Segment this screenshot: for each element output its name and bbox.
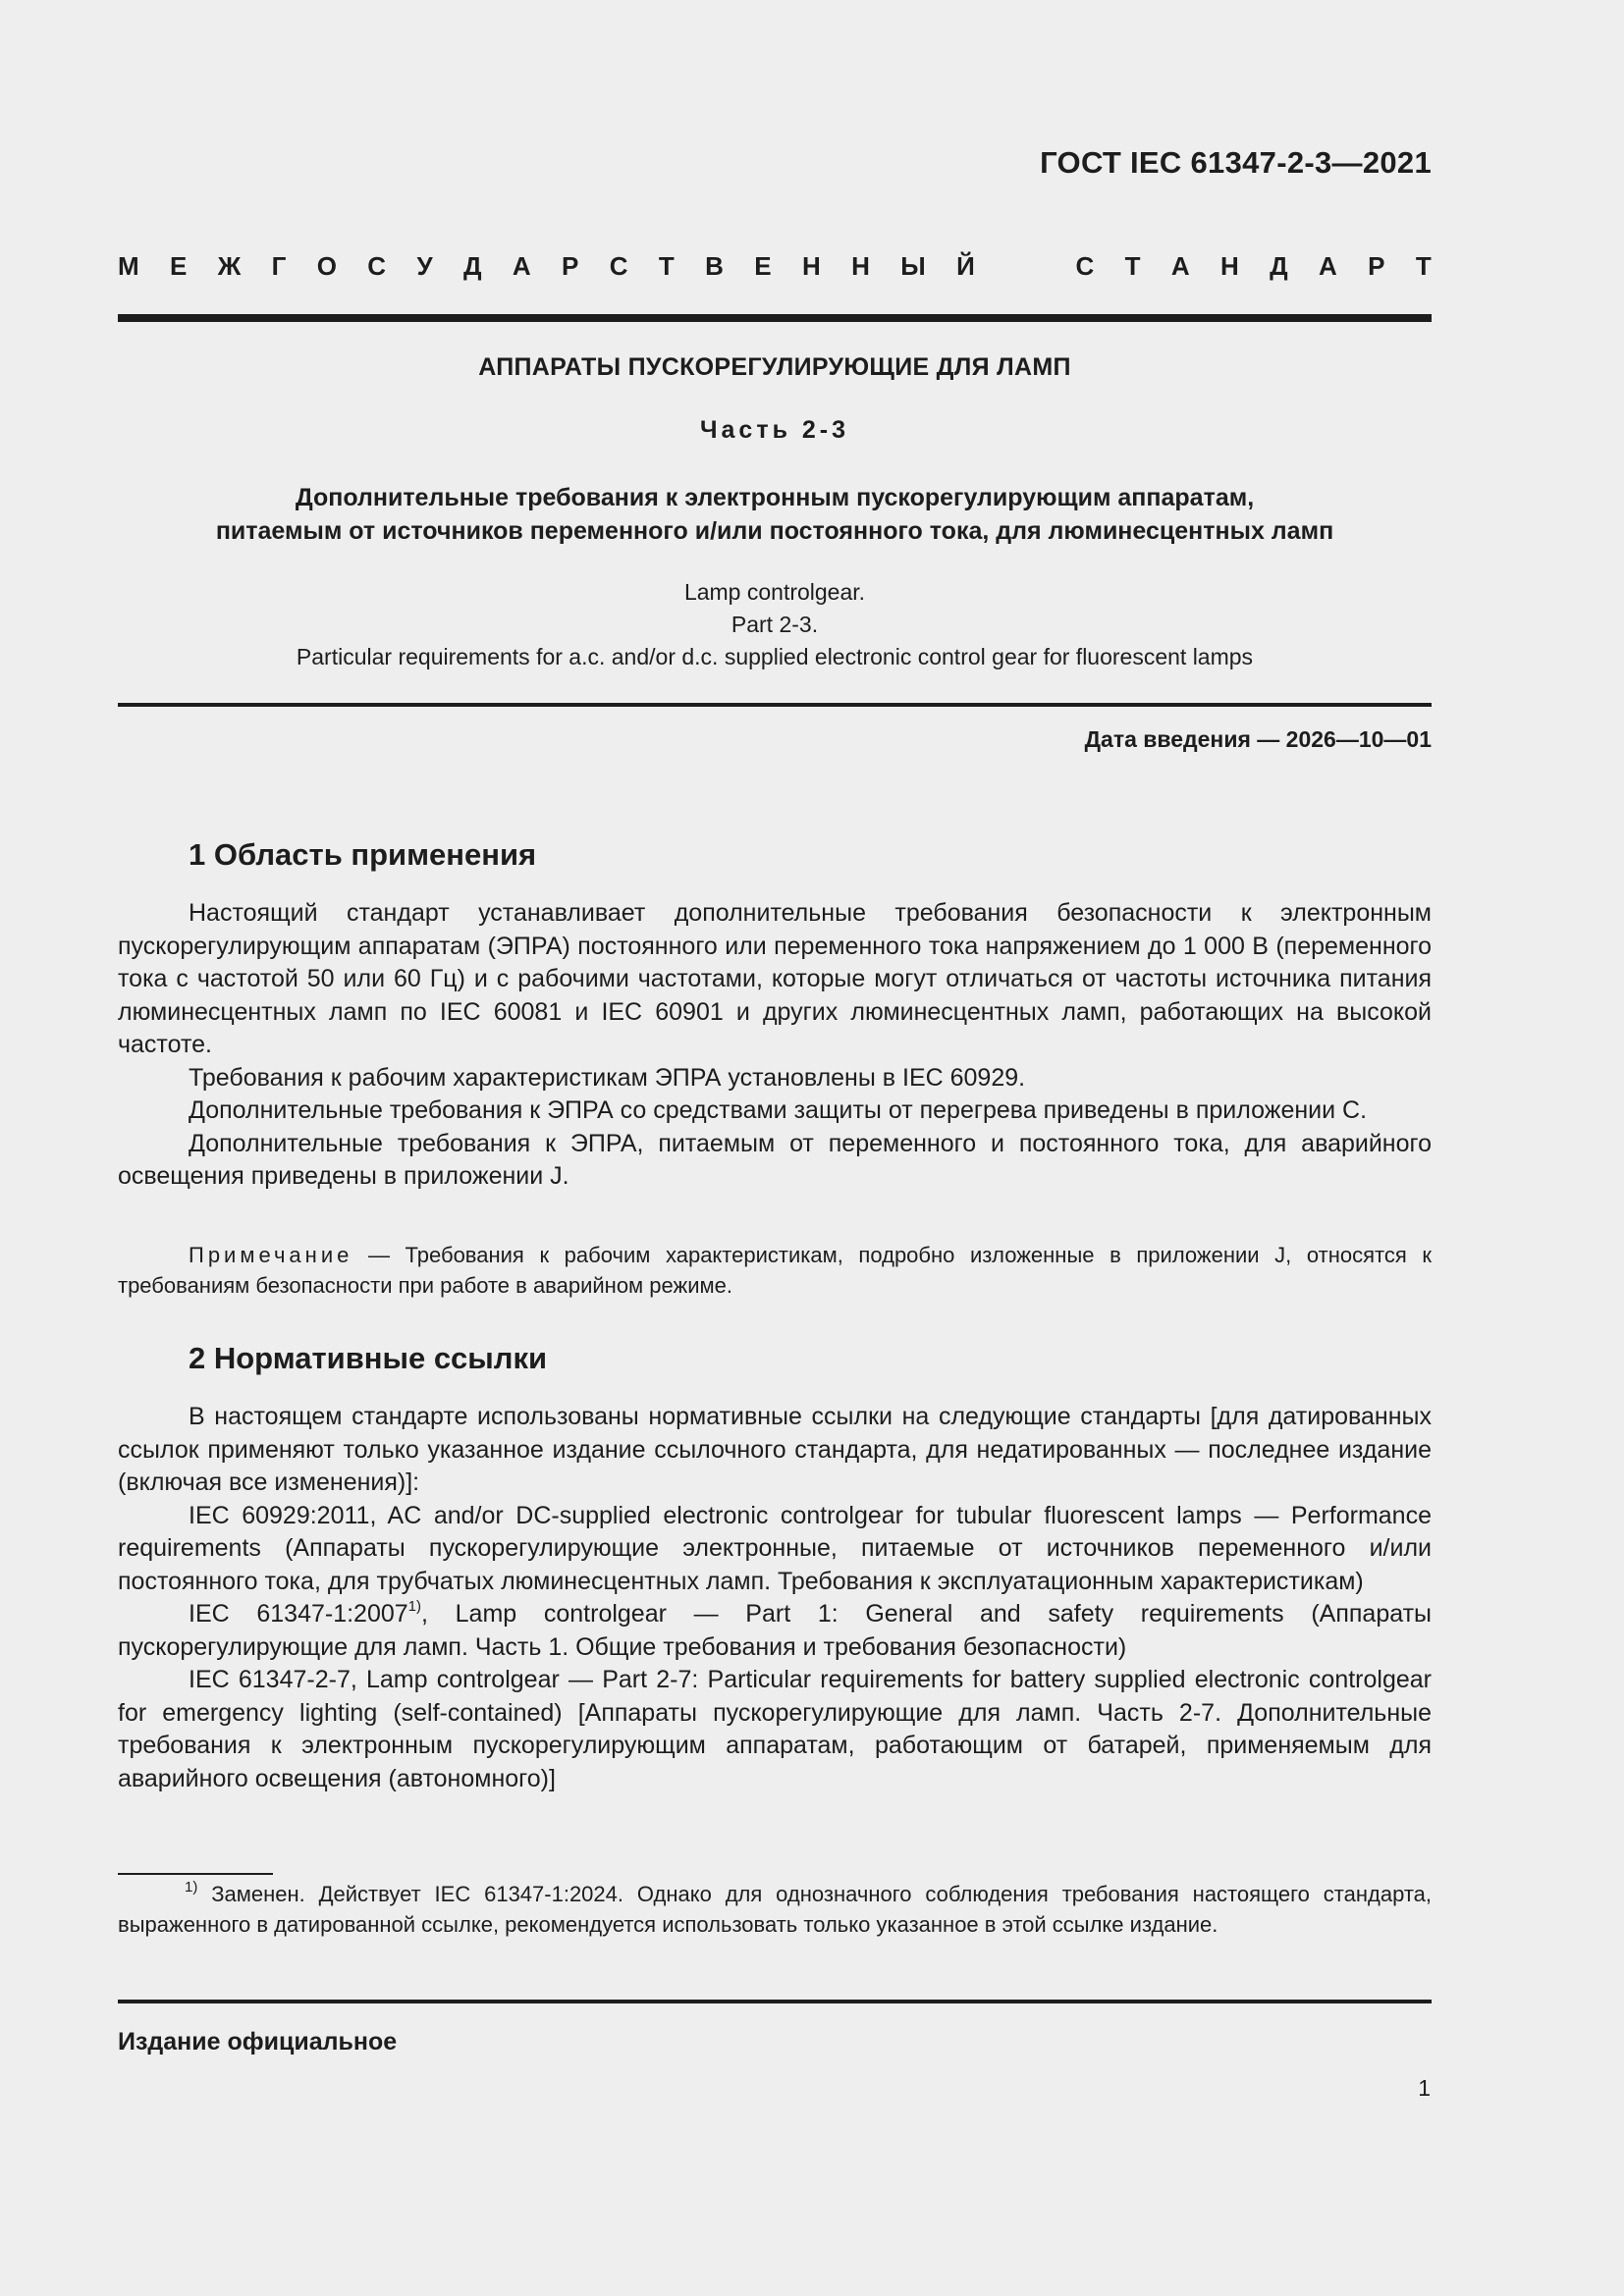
standard-type-letter: Т — [658, 251, 675, 281]
standard-type-letter: Н — [1220, 251, 1239, 281]
standard-type-letter: Р — [1368, 251, 1385, 281]
note-text: — Требования к рабочим характеристикам, подробно изложенные в приложении J, относятся к требованиям безопасности при работе в аварийном режиме. — [118, 1243, 1432, 1298]
standard-type-letter: Ы — [900, 251, 926, 281]
footnote-mark: 1) — [407, 1597, 422, 1615]
subtitle-ru — [118, 481, 1432, 548]
standard-type-heading — [118, 251, 1432, 282]
section-1-body — [118, 897, 1432, 1194]
top-divider — [118, 314, 1432, 322]
section-2-heading: 2 Нормативные ссылки — [189, 1341, 548, 1375]
footnote-text: Заменен. Действует IEC 61347-1:2024. Однако для однозначного соблюдения требования настоящего стандарта, выраженного в датированной ссылке, рекомендуется использовать только указанное в этой ссылке издание. — [118, 1882, 1432, 1937]
section-1-paragraph-2: Требования к рабочим характеристикам ЭПРА установлены в IEC 60929. — [189, 1063, 1026, 1092]
standard-type-letter: Е — [170, 251, 188, 281]
standard-type-letter: Д — [462, 251, 482, 281]
title-en-line1: Lamp controlgear. — [683, 579, 866, 605]
note-label: Примечание — [189, 1243, 353, 1267]
standard-type-letter: Н — [851, 251, 870, 281]
standard-type-letter: Т — [1124, 251, 1141, 281]
footer-divider — [118, 2000, 1432, 2003]
section-1-paragraph-1: Настоящий стандарт устанавливает дополнительные требования безопасности к электронным пускорегулирующим аппаратам (ЭПРА) постоянного или переменного тока напряжением до 1 000 В (переменного тока с частотой 50 или 60 Гц) и с рабочими частотами, которые могут отличаться от частоты источника питания люминесцентных ламп по IEC 60081 и IEC 60901 и других люминесцентных ламп, работающих на высокой частоте. — [118, 899, 1432, 1058]
document-number: ГОСТ IEC 61347-2-3—2021 — [1040, 145, 1432, 180]
footnote — [118, 1879, 1432, 1940]
subtitle-ru-line1: Дополнительные требования к электронным пускорегулирующим аппаратам, — [295, 484, 1255, 511]
standard-type-letter: Ж — [217, 251, 242, 281]
section-2-paragraph-1: В настоящем стандарте использованы нормативные ссылки на следующие стандарты [для датированных ссылок применяют только указанное издание ссылочного стандарта, для недатированных — последнее издание (включая все изменения)]: — [118, 1403, 1432, 1496]
reference-iec-60929: IEC 60929:2011, AC and/or DC-supplied electronic controlgear for tubular fluorescent lamps — Performance requirements (Аппараты пускорегулирующие электронные, питаемые от источников переменного и/или постоянного тока, для трубчатых люминесцентных ламп. Требования к эксплуатационным характеристикам) — [118, 1501, 1432, 1595]
page-number: 1 — [1418, 2075, 1431, 2101]
standard-type-letter: С — [609, 251, 628, 281]
footnote-number: 1) — [185, 1878, 198, 1896]
standard-type-letter: Т — [1415, 251, 1432, 281]
footnote-divider — [118, 1873, 273, 1875]
title-en-line2: Part 2-3. — [731, 612, 819, 637]
title-divider — [118, 703, 1432, 707]
standard-type-letter: Н — [801, 251, 821, 281]
part-label: Часть 2-3 — [699, 416, 850, 444]
standard-type-letter: О — [316, 251, 337, 281]
word-gap — [1005, 251, 1045, 282]
standard-type-letter: А — [1319, 251, 1337, 281]
reference-code: IEC 61347-1:2007 — [189, 1600, 408, 1628]
standard-type-letter: У — [416, 251, 433, 281]
standard-type-letter: А — [512, 251, 531, 281]
section-1-paragraph-3: Дополнительные требования к ЭПРА со средствами защиты от перегрева приведены в приложении С. — [189, 1096, 1368, 1124]
section-1-paragraph-4: Дополнительные требования к ЭПРА, питаемым от переменного и постоянного тока, для аварийного освещения приведены в приложении J. — [118, 1129, 1432, 1190]
introduction-date: Дата введения — 2026—10—01 — [1084, 726, 1432, 752]
official-edition-label: Издание официальное — [118, 2028, 398, 2056]
section-1-note — [118, 1240, 1432, 1301]
reference-text: , Lamp controlgear — Part 1: General and safety requirements (Аппараты пускорегулирующие для ламп. Часть 1. Общие требования и требования безопасности) — [118, 1600, 1432, 1661]
standard-type-letter: Р — [562, 251, 579, 281]
reference-iec-61347-2-7: IEC 61347-2-7, Lamp controlgear — Part 2-7: Particular requirements for battery supplied electronic controlgear for emergency lighting (self-contained) [Аппараты пускорегулирующие для ламп. Часть 2-7. Дополнительные требования к электронным пускорегулирующим аппаратам, работающим от батарей, применяемым для аварийного освещения (автономного)] — [118, 1666, 1432, 1792]
standard-type-letter: С — [1075, 251, 1095, 281]
standard-type-letter: М — [118, 251, 139, 281]
standard-type-letter: В — [705, 251, 724, 281]
standard-type-letter: Й — [956, 251, 975, 281]
subtitle-ru-line2: питаемым от источников переменного и/или постоянного тока, для люминесцентных ламп — [215, 517, 1334, 545]
standard-type-letter: Д — [1270, 251, 1288, 281]
section-1-heading: 1 Область применения — [189, 837, 537, 872]
standard-type-letter: С — [367, 251, 387, 281]
section-2-body — [118, 1401, 1432, 1795]
title-en — [118, 576, 1432, 673]
title-en-line3: Particular requirements for a.c. and/or d.c. supplied electronic control gear for fluorescent lamps — [296, 644, 1254, 669]
reference-iec-61347-1 — [118, 1598, 1432, 1664]
standard-type-letter: А — [1170, 251, 1190, 281]
title-ru: АППАРАТЫ ПУСКОРЕГУЛИРУЮЩИЕ ДЛЯ ЛАМП — [478, 353, 1071, 381]
standard-type-letter: Е — [754, 251, 772, 281]
standard-type-letter: Г — [271, 251, 287, 281]
